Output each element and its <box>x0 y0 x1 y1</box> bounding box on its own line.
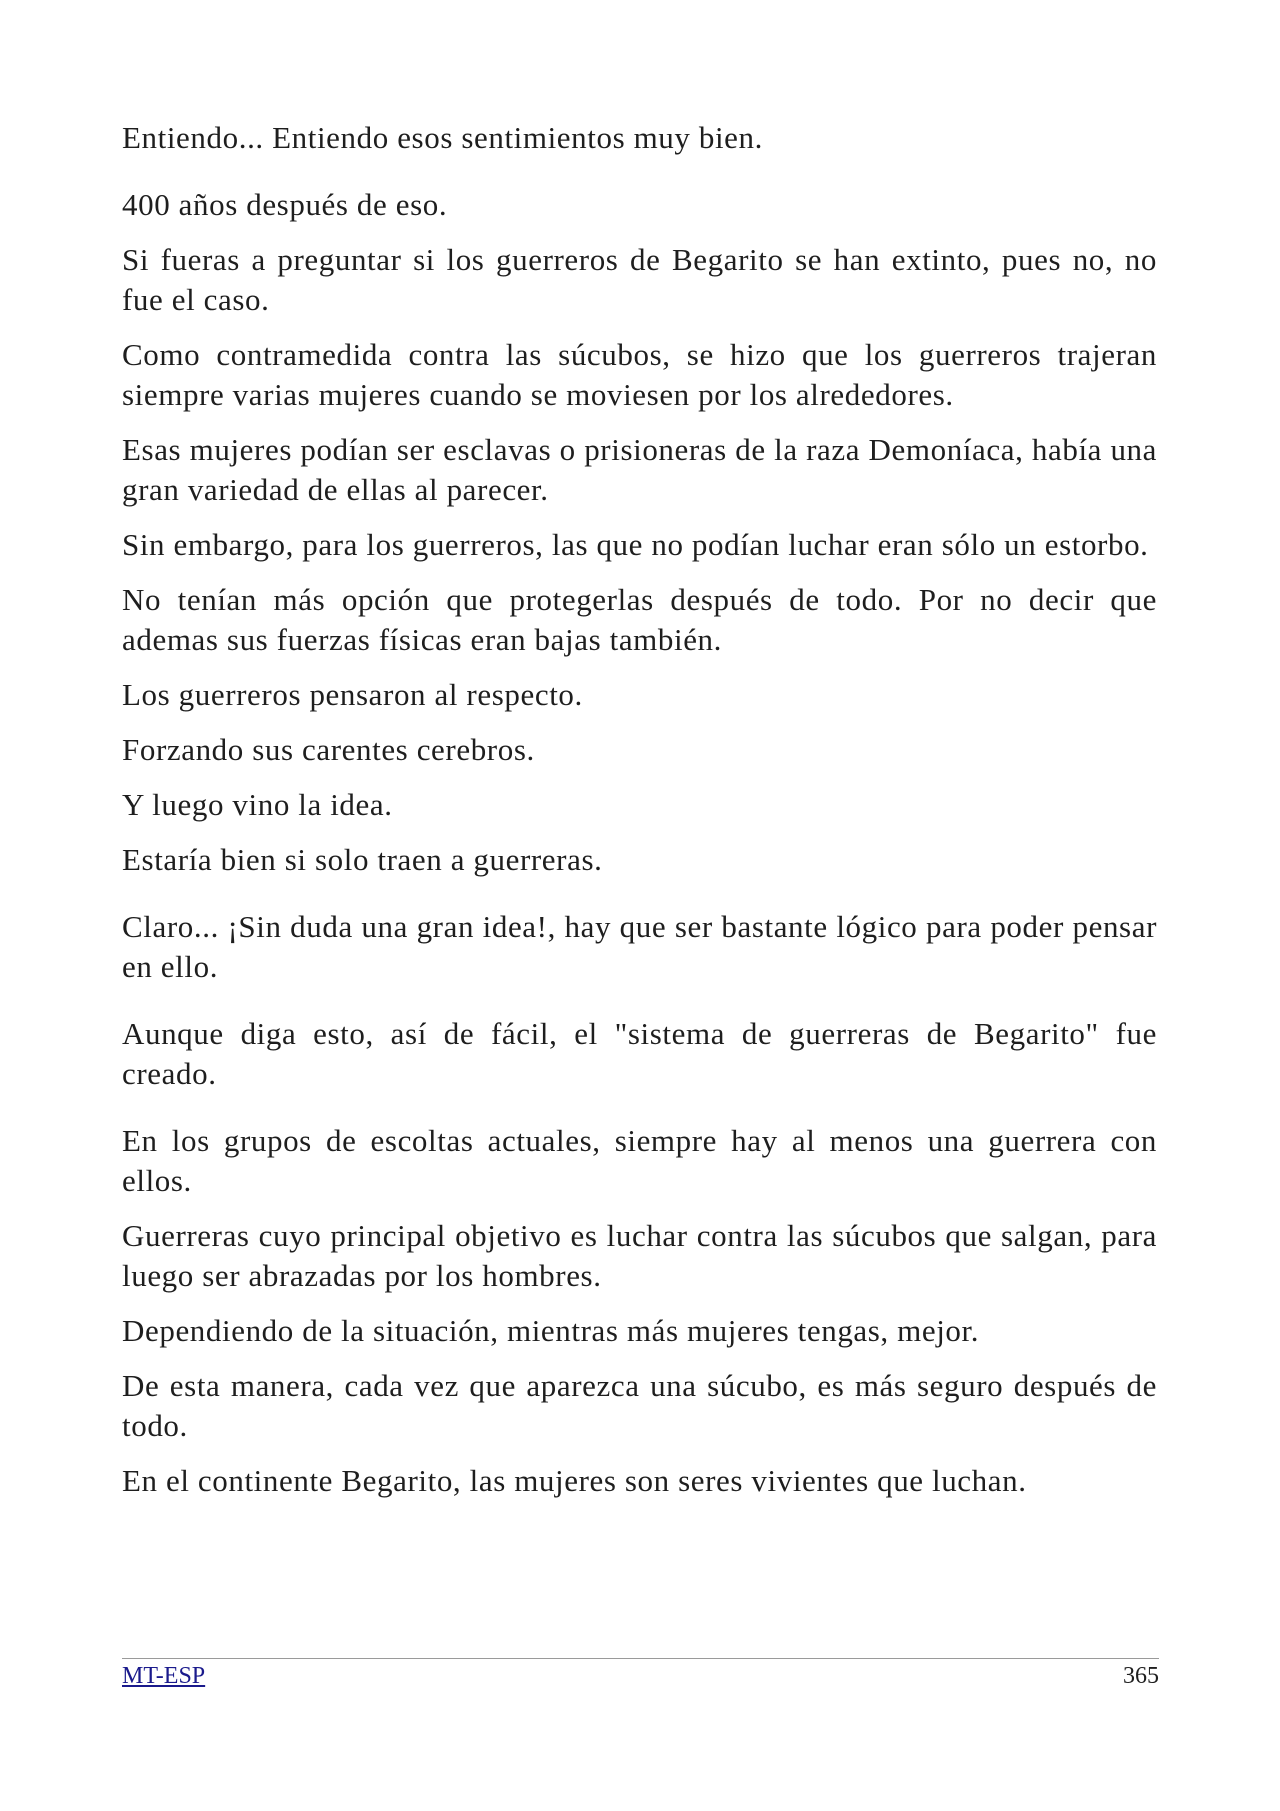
document-body <box>122 118 1157 1516</box>
paragraph: Esas mujeres podían ser esclavas o prisioneras de la raza Demoníaca, había una gran variedad de ellas al parecer. <box>122 432 1157 507</box>
paragraph: 400 años después de eso. <box>122 187 448 222</box>
paragraph: Y luego vino la idea. <box>122 787 393 822</box>
paragraph: En los grupos de escoltas actuales, siempre hay al menos una guerrera con ellos. <box>122 1123 1157 1198</box>
paragraph: Los guerreros pensaron al respecto. <box>122 677 583 712</box>
paragraph: De esta manera, cada vez que aparezca una súcubo, es más seguro después de todo. <box>122 1368 1157 1443</box>
paragraph: Sin embargo, para los guerreros, las que no podían luchar eran sólo un estorbo. <box>122 527 1149 562</box>
paragraph: Entiendo... Entiendo esos sentimientos muy bien. <box>122 120 763 155</box>
paragraph: En el continente Begarito, las mujeres son seres vivientes que luchan. <box>122 1463 1027 1498</box>
paragraph: No tenían más opción que protegerlas después de todo. Por no decir que ademas sus fuerzas físicas eran bajas también. <box>122 582 1157 657</box>
paragraph: Aunque diga esto, así de fácil, el "sistema de guerreras de Begarito" fue creado. <box>122 1016 1157 1091</box>
paragraph: Forzando sus carentes cerebros. <box>122 732 535 767</box>
paragraph: Estaría bien si solo traen a guerreras. <box>122 842 603 877</box>
paragraph: Guerreras cuyo principal objetivo es luchar contra las súcubos que salgan, para luego ser abrazadas por los hombres. <box>122 1218 1157 1293</box>
paragraph: Dependiendo de la situación, mientras más mujeres tengas, mejor. <box>122 1313 980 1348</box>
footer-divider <box>122 1658 1159 1659</box>
footer-link-mt-esp[interactable]: MT-ESP <box>122 1663 206 1689</box>
paragraph: Si fueras a preguntar si los guerreros de Begarito se han extinto, pues no, no fue el caso. <box>122 242 1157 317</box>
page-number: 365 <box>1123 1663 1159 1689</box>
paragraph: Como contramedida contra las súcubos, se hizo que los guerreros trajeran siempre varias mujeres cuando se moviesen por los alrededores. <box>122 337 1157 412</box>
paragraph: Claro... ¡Sin duda una gran idea!, hay que ser bastante lógico para poder pensar en ello. <box>122 909 1157 984</box>
